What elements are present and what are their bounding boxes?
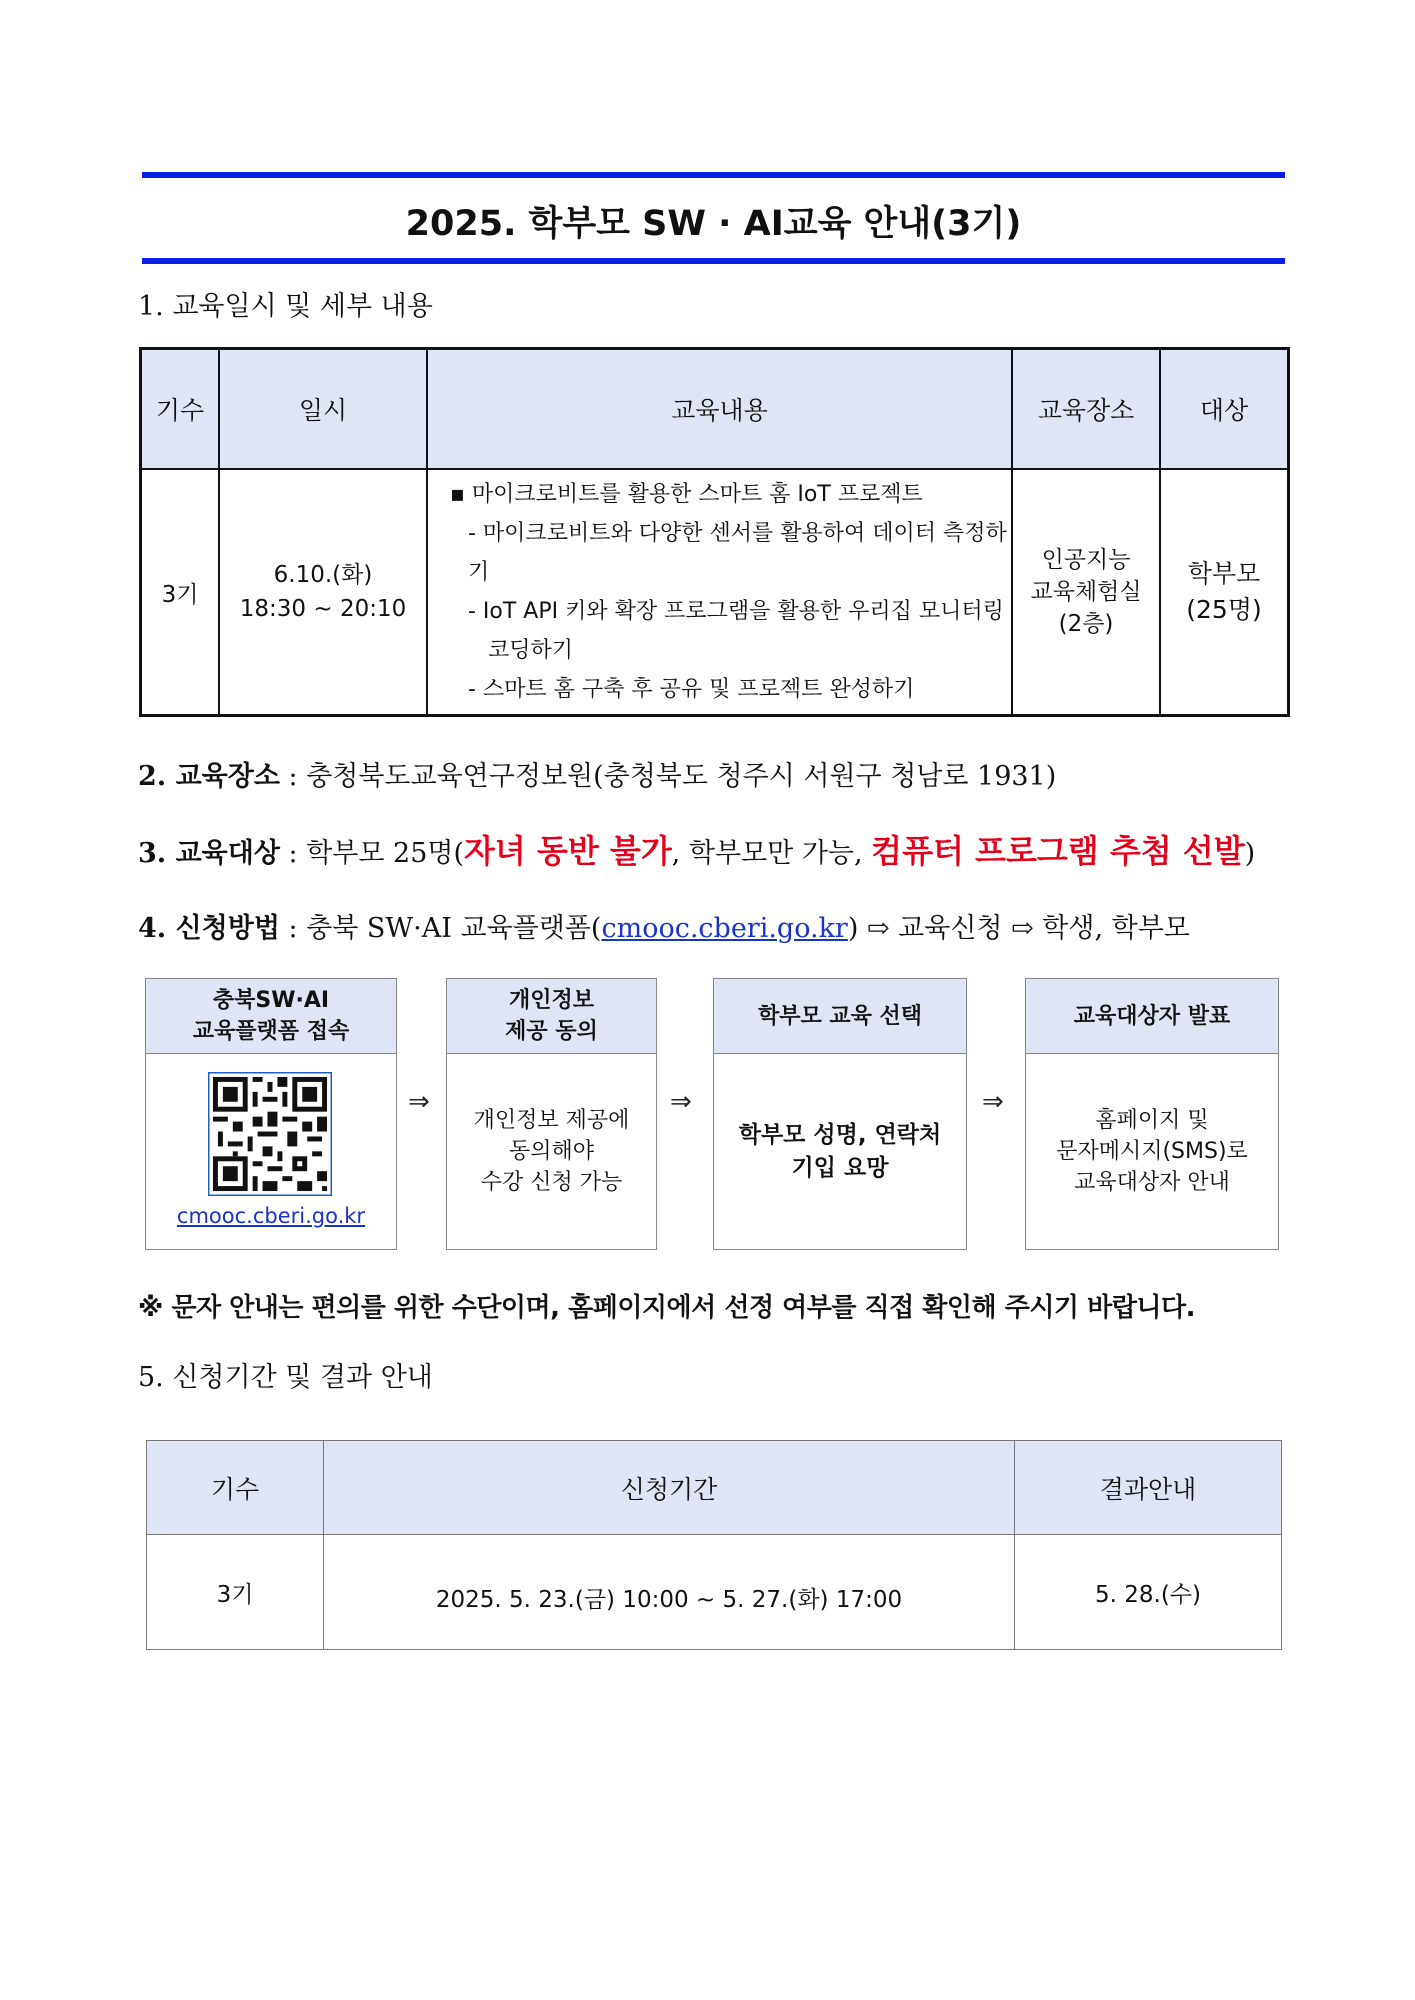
step-header-line: 제공 동의 [505, 1019, 598, 1044]
step-body [146, 1054, 396, 1249]
cell-term: 3기 [141, 469, 220, 716]
target-line: 학부모 [1187, 559, 1261, 588]
content-item: 코딩하기 [488, 638, 574, 663]
cell-time: 18:30 ~ 20:10 [239, 596, 407, 622]
step-body [714, 1054, 966, 1249]
section-3-line [138, 826, 1255, 872]
application-header-row [147, 1441, 1282, 1535]
step-announce [1025, 978, 1279, 1250]
step-header-line: 학부모 교육 선택 [757, 1003, 923, 1029]
cell-result: 5. 28.(수) [1015, 1535, 1282, 1650]
col-place: 교육장소 [1012, 349, 1160, 470]
section-4-value: ) ⇨ 교육신청 ⇨ 학생, 학부모 [847, 913, 1190, 944]
content-item: - 스마트 홈 구축 후 공유 및 프로젝트 완성하기 [468, 677, 915, 702]
step-consent [446, 978, 657, 1250]
section-1-heading: 1. 교육일시 및 세부 내용 [138, 291, 433, 322]
step-body-line: 수강 신청 가능 [480, 1170, 623, 1195]
place-line: 인공지능 [1041, 547, 1131, 573]
step-header [146, 979, 396, 1054]
content-item: - IoT API 키와 확장 프로그램을 활용한 우리집 모니터링 [468, 599, 1004, 624]
table-row [141, 469, 1289, 716]
step-body [1026, 1054, 1278, 1249]
step-header-line: 개인정보 [508, 988, 594, 1013]
step-arrow-icon: ⇒ [408, 1087, 430, 1117]
platform-link[interactable]: cmooc.cberi.go.kr [601, 913, 848, 944]
step-body-line: 교육대상자 안내 [1074, 1170, 1230, 1195]
cell-target [1160, 469, 1289, 716]
step-body-line: 동의해야 [508, 1139, 594, 1164]
section-3-value: ) [1244, 838, 1256, 869]
step-header [447, 979, 656, 1054]
step-header-line: 교육대상자 발표 [1073, 1003, 1231, 1029]
step-platform [145, 978, 397, 1250]
target-line: (25명) [1186, 595, 1262, 624]
step-body [447, 1054, 656, 1249]
separator: : [279, 838, 307, 869]
step-body-line: 개인정보 제공에 [473, 1108, 630, 1133]
section-4-value: 충북 SW·AI 교육플랫폼( [306, 913, 602, 944]
col-term: 기수 [147, 1441, 324, 1535]
sms-note: ※ 문자 안내는 편의를 위한 수단이며, 홈페이지에서 선정 여부를 직접 확인해 주시기 바랍니다. [138, 1293, 1195, 1323]
step-body-line: 학부모 성명, 연락처 [738, 1121, 942, 1148]
step-body-line: 문자메시지(SMS)로 [1056, 1139, 1248, 1164]
section-4-label: 4. 신청방법 [138, 913, 280, 944]
table-row [147, 1535, 1282, 1650]
schedule-table [139, 347, 1290, 717]
section-2-label: 2. 교육장소 [138, 761, 280, 792]
no-children-notice: 자녀 동반 불가 [464, 832, 672, 870]
lottery-notice: 컴퓨터 프로그램 추첨 선발 [871, 832, 1245, 870]
section-2-line [138, 754, 1056, 793]
step-select [713, 978, 967, 1250]
qr-code-icon[interactable] [208, 1072, 332, 1196]
separator: : [279, 761, 307, 792]
step-header [1026, 979, 1278, 1054]
cell-datetime [219, 469, 427, 716]
cell-period: 2025. 5. 23.(금) 10:00 ~ 5. 27.(화) 17:00 [324, 1535, 1015, 1650]
col-result: 결과안내 [1015, 1441, 1282, 1535]
place-line: (2층) [1058, 611, 1114, 637]
col-datetime: 일시 [219, 349, 427, 470]
col-content: 교육내용 [427, 349, 1012, 470]
separator: : [279, 913, 307, 944]
section-3-label: 3. 교육대상 [138, 838, 280, 869]
place-line: 교육체험실 [1030, 579, 1142, 605]
step-arrow-icon: ⇒ [982, 1087, 1004, 1117]
step-header-line: 충북SW·AI [212, 988, 330, 1013]
content-bullet: ▪ 마이크로비트를 활용한 스마트 홈 IoT 프로젝트 [450, 482, 923, 507]
step-body-line: 기입 요망 [791, 1154, 889, 1181]
section-5-heading: 5. 신청기간 및 결과 안내 [138, 1362, 433, 1393]
title-bar-bottom [142, 258, 1285, 264]
cell-term: 3기 [147, 1535, 324, 1650]
section-3-value: 학부모 25명( [306, 838, 464, 869]
content-item: - 마이크로비트와 다양한 센서를 활용하여 데이터 측정하기 [468, 521, 1007, 585]
application-table [146, 1440, 1282, 1650]
page-title: 2025. 학부모 SW · AI교육 안내(3기) [405, 204, 1022, 244]
schedule-header-row [141, 349, 1289, 470]
cell-content [427, 469, 1012, 716]
step-arrow-icon: ⇒ [670, 1087, 692, 1117]
col-term: 기수 [141, 349, 220, 470]
qr-link[interactable]: cmooc.cberi.go.kr [176, 1204, 366, 1228]
step-header [714, 979, 966, 1054]
cell-date: 6.10.(화) [273, 562, 373, 588]
col-period: 신청기간 [324, 1441, 1015, 1535]
section-2-value: 충청북도교육연구정보원(충청북도 청주시 서원구 청남로 1931) [306, 761, 1057, 792]
title-bar-top [142, 172, 1285, 178]
cell-place [1012, 469, 1160, 716]
step-body-line: 홈페이지 및 [1095, 1108, 1209, 1133]
col-target: 대상 [1160, 349, 1289, 470]
section-4-line [138, 906, 1190, 945]
step-header-line: 교육플랫폼 접속 [192, 1019, 350, 1044]
section-3-value: , 학부모만 가능, [671, 838, 872, 869]
